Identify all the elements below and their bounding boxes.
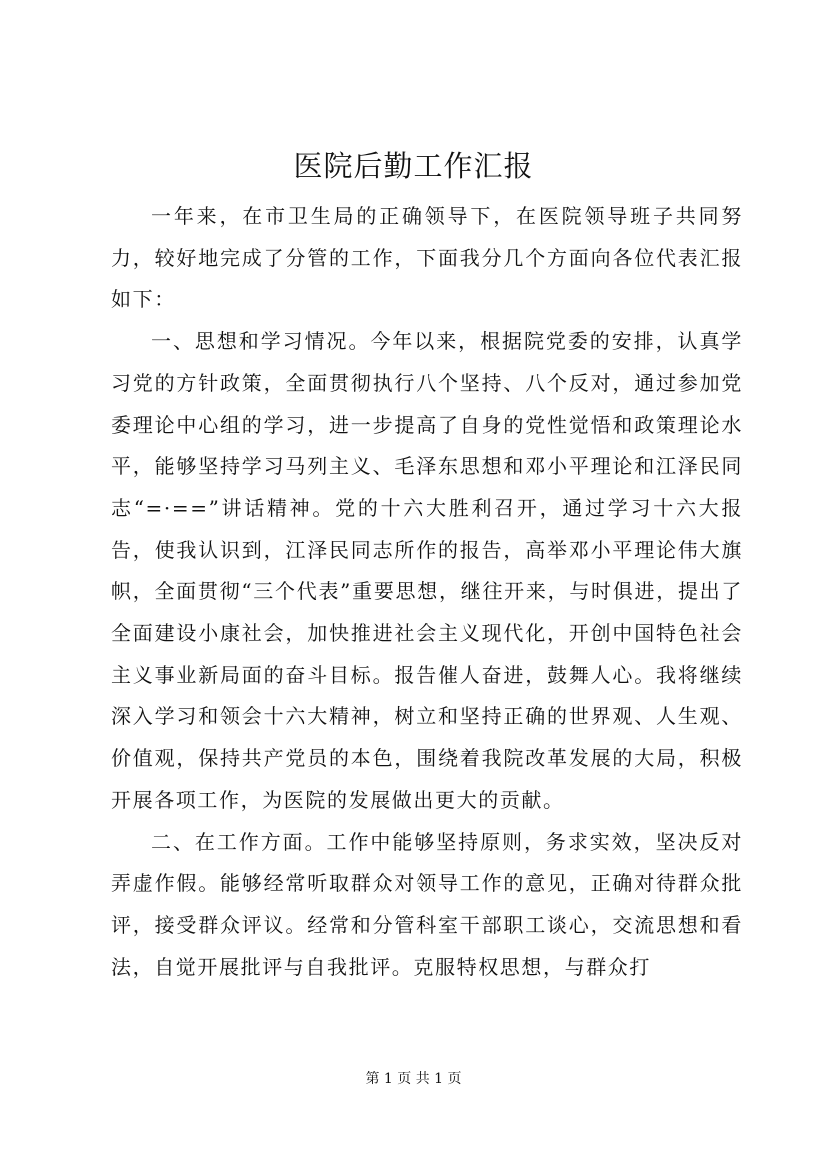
- document-title: 医院后勤工作汇报: [293, 149, 534, 183]
- document-body: [111, 196, 743, 988]
- paragraph-intro: 一年来，在市卫生局的正确领导下，在医院领导班子共同努力，较好地完成了分管的工作，下面我分几个方面向各位代表汇报如下：: [111, 204, 743, 312]
- paragraph-work: 二、在工作方面。工作中能够坚持原则，务求实效，坚决反对弄虚作假。能够经常听取群众对领导工作的意见，正确对待群众批评，接受群众评议。经常和分管科室干部职工谈心，交流思想和看法，自觉开展批评与自我批评。克服特权思想，与群众打: [111, 829, 743, 979]
- paragraph-thought-and-study: 一、思想和学习情况。今年以来，根据院党委的安排，认真学习党的方针政策，全面贯彻执行八个坚持、八个反对，通过参加党委理论中心组的学习，进一步提高了自身的党性觉悟和政策理论水平，能够坚持学习马列主义、毛泽东思想和邓小平理论和江泽民同志“=·==”讲话精神。党的十六大胜利召开，通过学习十六大报告，使我认识到，江泽民同志所作的报告，高举邓小平理论伟大旗帜，全面贯彻“三个代表”重要思想，继往开来，与时俱进，提出了全面建设小康社会，加快推进社会主义现代化，开创中国特色社会主义事业新局面的奋斗目标。报告催人奋进，鼓舞人心。我将继续深入学习和领会十六大精神，树立和坚持正确的世界观、人生观、价值观，保持共产党员的本色，围绕着我院改革发展的大局，积极开展各项工作，为医院的发展做出更大的贡献。: [111, 329, 743, 812]
- page-footer: 第 1 页 共 1 页: [365, 1071, 462, 1087]
